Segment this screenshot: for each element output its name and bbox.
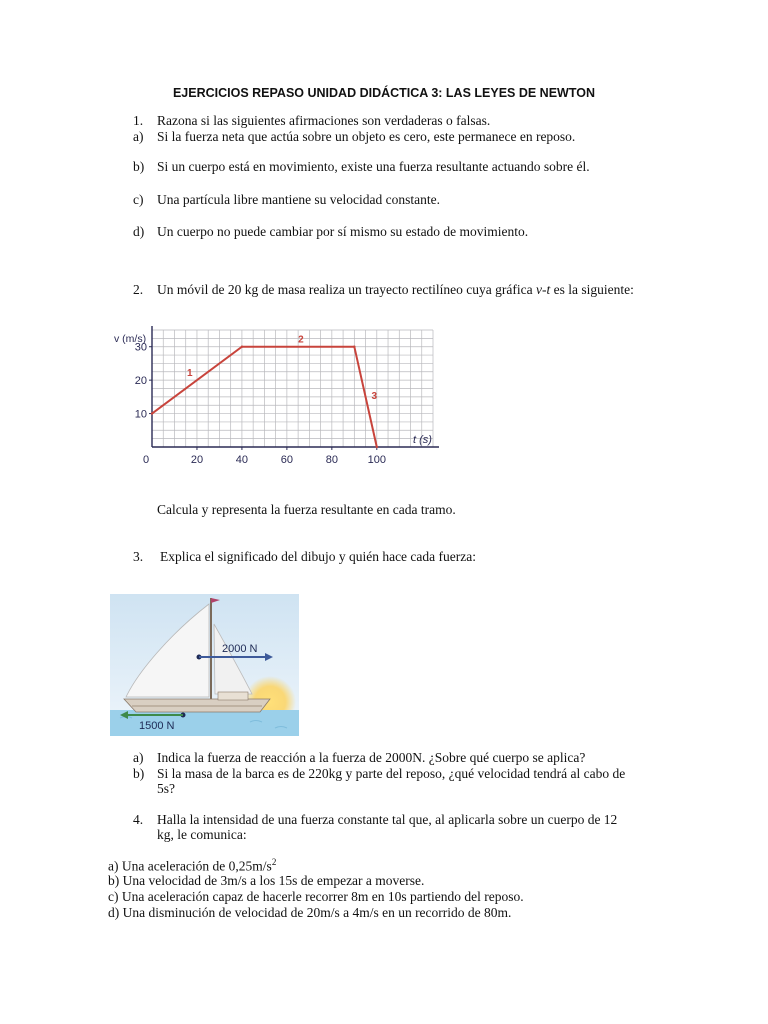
q1-intro: Razona si las siguientes afirmaciones son verdaderas o falsas.	[157, 113, 491, 128]
segment-label: 3	[371, 390, 378, 402]
q4-item-a	[108, 857, 276, 875]
page-title: EJERCICIOS REPASO UNIDAD DIDÁCTICA 3: LAS LEYES DE NEWTON	[172, 86, 596, 100]
velocity-time-chart	[108, 322, 448, 472]
y-tick-label: 10	[134, 408, 147, 421]
boat-cabin	[218, 692, 248, 700]
q3-item-b-line1: Si la masa de la barca es de 220kg y parte del reposo, ¿qué velocidad tendrá al cabo de	[157, 766, 626, 781]
y-axis-label: v (m/s)	[114, 333, 147, 345]
y-tick-label: 20	[134, 375, 147, 388]
sailboat-figure	[110, 594, 299, 736]
q1-item-c-text: Una partícula libre mantiene su velocidad constante.	[157, 192, 441, 207]
x-tick-label: 40	[235, 454, 249, 466]
q2-intro	[157, 282, 634, 298]
q1-item-b-text: Si un cuerpo está en movimiento, existe una fuerza resultante actuando sobre él.	[157, 159, 590, 174]
q1-item-c-label: c)	[133, 192, 144, 207]
x-tick-label: 20	[190, 454, 204, 466]
q1-item-a-text: Si la fuerza neta que actúa sobre un objeto es cero, este permanece en reposo.	[157, 129, 576, 144]
q4-item-c: c) Una aceleración capaz de hacerle recorrer 8m en 10s partiendo del reposo.	[108, 889, 524, 904]
q2-intro-italic: v-t	[535, 282, 551, 297]
q2-number: 2.	[133, 282, 144, 297]
segment-label: 2	[298, 334, 304, 346]
q2-intro-after: es la siguiente:	[550, 282, 634, 297]
q3-item-b-line2: 5s?	[157, 781, 175, 796]
x-tick-label: 60	[280, 454, 294, 466]
velocity-point	[353, 346, 355, 348]
q4-intro-line1: Halla la intensidad de una fuerza constante tal que, al aplicarla sobre un cuerpo de 12	[157, 812, 618, 827]
q1-item-d-label: d)	[133, 224, 145, 239]
q3-number: 3.	[133, 549, 144, 564]
q3-item-a-label: a)	[133, 750, 144, 765]
q1-item-a-label: a)	[133, 129, 144, 144]
q3-item-b-label: b)	[133, 766, 145, 781]
segment-label: 1	[186, 368, 193, 380]
q4-item-a-sup: 2	[271, 857, 277, 867]
q4-number: 4.	[133, 812, 144, 827]
q4-item-d: d) Una disminución de velocidad de 20m/s a 4m/s en un recorrido de 80m.	[108, 905, 512, 920]
q4-item-a-text: a) Una aceleración de 0,25m/s	[108, 858, 272, 874]
velocity-point	[151, 412, 153, 414]
q1-number: 1.	[133, 113, 144, 128]
wind-force-label: 2000 N	[222, 643, 258, 655]
q3-intro: Explica el significado del dibujo y quién hace cada fuerza:	[160, 549, 476, 564]
x-tick-label: 100	[367, 454, 386, 466]
y-tick-label: 30	[134, 341, 147, 354]
origin-label: 0	[142, 454, 150, 466]
q2-intro-before: Un móvil de 20 kg de masa realiza un trayecto rectilíneo cuya gráfica	[157, 282, 536, 297]
velocity-point	[376, 446, 378, 448]
x-axis-label: t (s)	[413, 434, 432, 446]
velocity-point	[241, 346, 243, 348]
q3-item-a-text: Indica la fuerza de reacción a la fuerza de 2000N. ¿Sobre qué cuerpo se aplica?	[157, 750, 586, 765]
q1-item-b-label: b)	[133, 159, 145, 174]
water-force-label: 1500 N	[139, 720, 175, 732]
q4-intro-line2: kg, le comunica:	[157, 827, 247, 842]
q1-item-d-text: Un cuerpo no puede cambiar por sí mismo su estado de movimiento.	[157, 224, 529, 239]
q2-instruction: Calcula y representa la fuerza resultante en cada tramo.	[157, 502, 456, 517]
q4-item-b: b) Una velocidad de 3m/s a los 15s de empezar a moverse.	[108, 873, 425, 888]
x-tick-label: 80	[325, 454, 338, 466]
